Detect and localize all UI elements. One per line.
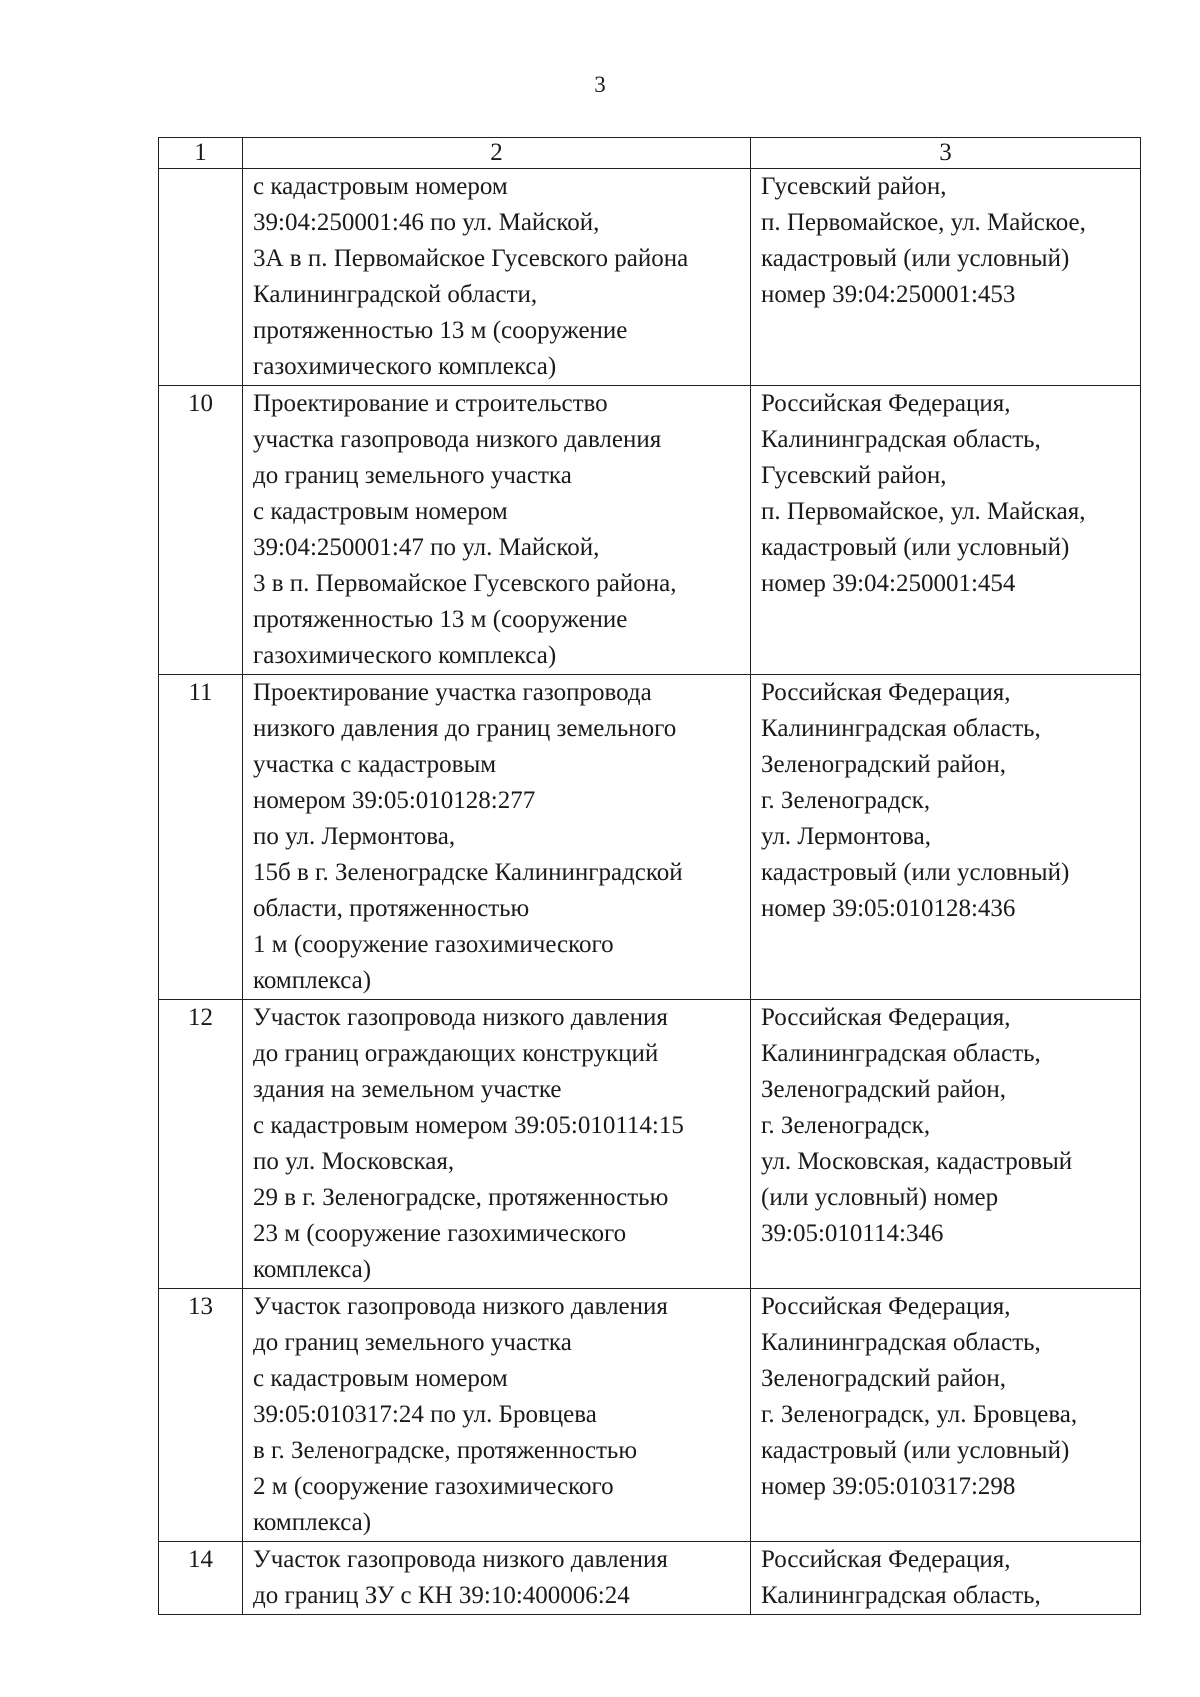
object-location bbox=[751, 386, 1141, 675]
location-line: Калининградская область, bbox=[761, 1582, 1041, 1609]
description-line: Калининградской области, bbox=[253, 281, 538, 308]
description-line: области, протяженностью bbox=[253, 895, 530, 922]
object-location bbox=[751, 1000, 1141, 1289]
location-line: 39:05:010114:346 bbox=[761, 1220, 944, 1247]
location-line: номер 39:04:250001:454 bbox=[761, 570, 1016, 597]
object-description bbox=[243, 1289, 751, 1542]
description-line: участка с кадастровым bbox=[253, 751, 497, 778]
location-line: кадастровый (или условный) bbox=[761, 859, 1070, 886]
description-line: 29 в г. Зеленоградске, протяженностью bbox=[253, 1184, 669, 1211]
description-line: до границ ЗУ с КН 39:10:400006:24 bbox=[253, 1582, 630, 1609]
description-line: 2 м (сооружение газохимического bbox=[253, 1473, 614, 1500]
location-line: Калининградская область, bbox=[761, 715, 1041, 742]
description-line: комплекса) bbox=[253, 1256, 372, 1283]
row-number bbox=[159, 169, 243, 386]
row-number: 11 bbox=[159, 675, 243, 1000]
description-line: 23 м (сооружение газохимического bbox=[253, 1220, 627, 1247]
description-line: комплекса) bbox=[253, 1509, 372, 1536]
object-description bbox=[243, 1542, 751, 1615]
location-line: Российская Федерация, bbox=[761, 390, 1011, 417]
description-line: Участок газопровода низкого давления bbox=[253, 1293, 668, 1320]
description-line: комплекса) bbox=[253, 967, 372, 994]
object-location bbox=[751, 169, 1141, 386]
column-header-number: 1 bbox=[159, 138, 243, 169]
location-line: (или условный) номер bbox=[761, 1184, 999, 1211]
description-line: номером 39:05:010128:277 bbox=[253, 787, 536, 814]
table-body bbox=[159, 169, 1141, 1615]
description-line: с кадастровым номером bbox=[253, 498, 508, 525]
description-line: с кадастровым номером 39:05:010114:15 bbox=[253, 1112, 684, 1139]
location-line: ул. Московская, кадастровый bbox=[761, 1148, 1073, 1175]
description-line: Участок газопровода низкого давления bbox=[253, 1004, 668, 1031]
description-line: 15б в г. Зеленоградске Калининградской bbox=[253, 859, 683, 886]
location-line: номер 39:04:250001:453 bbox=[761, 281, 1016, 308]
description-line: с кадастровым номером bbox=[253, 173, 508, 200]
location-line: Российская Федерация, bbox=[761, 679, 1011, 706]
description-line: Проектирование участка газопровода bbox=[253, 679, 652, 706]
object-location bbox=[751, 1542, 1141, 1615]
description-line: по ул. Лермонтова, bbox=[253, 823, 456, 850]
table-row bbox=[159, 169, 1141, 386]
location-line: Калининградская область, bbox=[761, 426, 1041, 453]
object-description bbox=[243, 386, 751, 675]
row-number: 13 bbox=[159, 1289, 243, 1542]
description-line: 39:04:250001:47 по ул. Майской, bbox=[253, 534, 600, 561]
object-description bbox=[243, 1000, 751, 1289]
row-number: 12 bbox=[159, 1000, 243, 1289]
description-line: газохимического комплекса) bbox=[253, 642, 557, 669]
row-number: 10 bbox=[159, 386, 243, 675]
description-line: 3А в п. Первомайское Гусевского района bbox=[253, 245, 689, 272]
description-line: 3 в п. Первомайское Гусевского района, bbox=[253, 570, 677, 597]
location-line: г. Зеленоградск, bbox=[761, 1112, 931, 1139]
location-line: Калининградская область, bbox=[761, 1329, 1041, 1356]
objects-table bbox=[158, 137, 1141, 1615]
column-header-location: 3 bbox=[751, 138, 1141, 169]
description-line: до границ земельного участка bbox=[253, 462, 572, 489]
column-header-description: 2 bbox=[243, 138, 751, 169]
location-line: г. Зеленоградск, ул. Бровцева, bbox=[761, 1401, 1078, 1428]
table-row bbox=[159, 1289, 1141, 1542]
location-line: Зеленоградский район, bbox=[761, 1076, 1006, 1103]
description-line: здания на земельном участке bbox=[253, 1076, 562, 1103]
description-line: до границ земельного участка bbox=[253, 1329, 572, 1356]
object-location bbox=[751, 1289, 1141, 1542]
location-line: п. Первомайское, ул. Майская, bbox=[761, 498, 1086, 525]
location-line: п. Первомайское, ул. Майское, bbox=[761, 209, 1086, 236]
table-row bbox=[159, 1000, 1141, 1289]
description-line: 1 м (сооружение газохимического bbox=[253, 931, 614, 958]
table-header-row bbox=[159, 138, 1141, 169]
location-line: кадастровый (или условный) bbox=[761, 1437, 1070, 1464]
location-line: Гусевский район, bbox=[761, 173, 947, 200]
description-line: протяженностью 13 м (сооружение bbox=[253, 606, 628, 633]
object-location bbox=[751, 675, 1141, 1000]
location-line: Российская Федерация, bbox=[761, 1546, 1011, 1573]
location-line: Российская Федерация, bbox=[761, 1293, 1011, 1320]
description-line: Участок газопровода низкого давления bbox=[253, 1546, 668, 1573]
location-line: Зеленоградский район, bbox=[761, 751, 1006, 778]
location-line: кадастровый (или условный) bbox=[761, 245, 1070, 272]
description-line: низкого давления до границ земельного bbox=[253, 715, 677, 742]
object-description bbox=[243, 169, 751, 386]
location-line: Гусевский район, bbox=[761, 462, 947, 489]
description-line: 39:04:250001:46 по ул. Майской, bbox=[253, 209, 600, 236]
object-description bbox=[243, 675, 751, 1000]
location-line: Калининградская область, bbox=[761, 1040, 1041, 1067]
description-line: Проектирование и строительство bbox=[253, 390, 608, 417]
location-line: ул. Лермонтова, bbox=[761, 823, 931, 850]
description-line: в г. Зеленоградске, протяженностью bbox=[253, 1437, 638, 1464]
description-line: газохимического комплекса) bbox=[253, 353, 557, 380]
location-line: Зеленоградский район, bbox=[761, 1365, 1006, 1392]
description-line: участка газопровода низкого давления bbox=[253, 426, 662, 453]
row-number: 14 bbox=[159, 1542, 243, 1615]
description-line: с кадастровым номером bbox=[253, 1365, 508, 1392]
location-line: кадастровый (или условный) bbox=[761, 534, 1070, 561]
description-line: протяженностью 13 м (сооружение bbox=[253, 317, 628, 344]
table-row bbox=[159, 675, 1141, 1000]
location-line: номер 39:05:010128:436 bbox=[761, 895, 1016, 922]
table-row bbox=[159, 386, 1141, 675]
description-line: до границ ограждающих конструкций bbox=[253, 1040, 659, 1067]
location-line: г. Зеленоградск, bbox=[761, 787, 931, 814]
location-line: Российская Федерация, bbox=[761, 1004, 1011, 1031]
page-number: 3 bbox=[594, 72, 606, 97]
location-line: номер 39:05:010317:298 bbox=[761, 1473, 1016, 1500]
description-line: по ул. Московская, bbox=[253, 1148, 455, 1175]
table-row bbox=[159, 1542, 1141, 1615]
description-line: 39:05:010317:24 по ул. Бровцева bbox=[253, 1401, 597, 1428]
